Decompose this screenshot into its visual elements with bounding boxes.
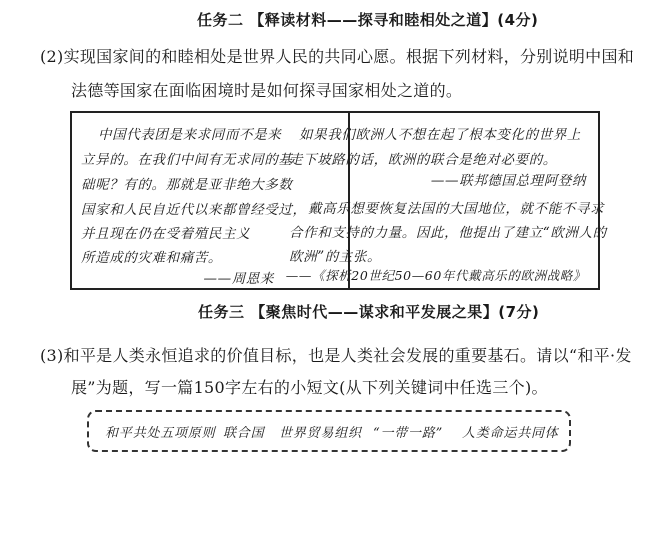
question2-line1: (2)实现国家间的和睦相处是世界人民的共同心愿。根据下列材料，分别说明中国和 (40, 47, 635, 66)
keyword-item: 联合国 (223, 426, 265, 441)
task2-title: 任务二 【释读材料——探寻和睦相处之道】(4分) (197, 11, 539, 29)
material-right-source2: ——《探析20世纪50—60年代戴高乐的欧洲战略》 (285, 268, 586, 283)
keyword-item: “一带一路” (373, 426, 444, 441)
material-right-line: 戴高乐想要恢复法国的大国地位，就不能不寻求 (308, 201, 605, 217)
material-right-line: 如果我们欧洲人不想在起了根本变化的世界上 (299, 127, 581, 143)
keyword-item: 和平共处五项原则 (105, 426, 216, 441)
material-right-line: 合作和支持的力量。因此，他提出了建立“欧洲人的 (289, 225, 607, 241)
material-left-source: ——周恩来 (203, 271, 274, 287)
material-left-line: 中国代表团是来求同而不是来 (98, 127, 282, 143)
material-left-line: 所造成的灾难和痛苦。 (81, 250, 222, 266)
keyword-item: 人类命运共同体 (462, 426, 559, 441)
material-left-line: 国家和人民自近代以来都曾经受过， (81, 202, 307, 218)
question3-line1: (3)和平是人类永恒追求的价值目标，也是人类社会发展的重要基石。请以“和平·发 (40, 346, 632, 365)
material-left-line: 础呢？有的。那就是亚非绝大多数 (81, 177, 293, 193)
material-right-line: 走下坡路的话，欧洲的联合是绝对必要的。 (289, 152, 557, 168)
task3-title: 任务三 【聚焦时代——谋求和平发展之果】(7分) (198, 303, 540, 321)
question2-line2: 法德等国家在面临困境时是如何探寻国家相处之道的。 (71, 81, 463, 100)
material-right-line: 欧洲”的主张。 (289, 249, 382, 265)
keyword-item: 世界贸易组织 (279, 426, 362, 441)
question3-line2: 展”为题，写一篇150字左右的小短文(从下列关键词中任选三个)。 (71, 378, 548, 397)
material-right-source1: ——联邦德国总理阿登纳 (430, 173, 586, 189)
material-left-line: 立异的。在我们中间有无求同的基 (81, 152, 293, 168)
material-left-line: 并且现在仍在受着殖民主义 (81, 226, 251, 242)
